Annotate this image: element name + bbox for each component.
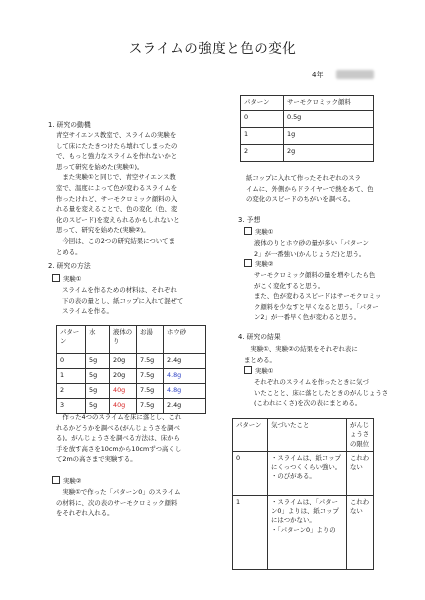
experiment-2-body bbox=[56, 487, 181, 519]
redacted-name bbox=[336, 70, 374, 79]
section-4-heading: 4. 研究の結果 bbox=[238, 333, 281, 341]
text-line: 実験①、実験②の結果をそれぞれ表に bbox=[244, 345, 358, 353]
prediction-1-body bbox=[254, 238, 369, 259]
table-cell: 20g bbox=[110, 369, 137, 384]
text-line: 下の表の量とし、紙コップに入れて混ぜて bbox=[62, 296, 184, 305]
table-header: がんじょうさの限位 bbox=[347, 419, 374, 452]
text-line: る)。がんじょうさを調べる方法は、床から bbox=[56, 434, 180, 443]
experiment-1-label: 実験① bbox=[52, 274, 82, 285]
table-header: パターン bbox=[57, 326, 86, 354]
table-cell: 1 bbox=[241, 128, 284, 145]
text-line: の材料に、次の表のサーモクロミック顔料 bbox=[56, 498, 178, 507]
table-header: サーモクロミック顔料 bbox=[284, 96, 374, 111]
table-cell: 40g bbox=[110, 399, 137, 414]
table-row bbox=[57, 354, 206, 369]
section-1-heading: 1. 研究の動機 bbox=[48, 121, 91, 129]
text-line: 作ったけれど、サーモクロミック顔料の入 bbox=[56, 194, 178, 203]
table-cell: 7.5g bbox=[137, 399, 164, 414]
section-1-body bbox=[56, 130, 180, 257]
table-cell: これわない bbox=[347, 451, 374, 495]
prediction-2-body bbox=[254, 270, 381, 323]
section-2-heading: 2. 研究の方法 bbox=[48, 262, 91, 270]
table-cell: これわない bbox=[347, 495, 374, 569]
result-1-label: 実験① bbox=[244, 366, 274, 377]
results-table bbox=[232, 418, 374, 570]
text-line: また実験①と同じで、青空サイエンス教 bbox=[56, 173, 176, 182]
table-cell: 2.4g bbox=[164, 354, 206, 369]
table-cell: 0 bbox=[241, 111, 284, 128]
table-cell: 2.4g bbox=[164, 399, 206, 414]
text-line: 化のスピード)を変えられるかもしれないと bbox=[56, 215, 180, 224]
text-line: 実験①で作った「パターン0」のスライム bbox=[56, 488, 181, 496]
document-title: スライムの強度と色の変化 bbox=[128, 41, 297, 57]
table-cell: 1 bbox=[57, 369, 86, 384]
text-line: 室で、温度によって色が変わるスライムを bbox=[56, 183, 178, 192]
text-line: して床にたたきつけたら壊れてしまったの bbox=[56, 141, 178, 150]
table-cell: 2 bbox=[241, 145, 284, 162]
section-3-heading: 3. 予想 bbox=[238, 216, 261, 224]
text-line: て2mの高さまで実験する。 bbox=[56, 455, 137, 464]
result-1-body bbox=[254, 377, 388, 409]
text-line: 思って研究を始めた(実験①)。 bbox=[56, 162, 144, 171]
table-row bbox=[57, 369, 206, 384]
table-header: パターン bbox=[233, 419, 268, 452]
table-cell: 20g bbox=[110, 354, 137, 369]
text-line: 思って、研究を始めた(実験②)。 bbox=[56, 226, 150, 235]
text-line: がこく変化すると思う。 bbox=[254, 281, 325, 290]
table-header: お湯 bbox=[137, 326, 164, 354]
table-cell: 0 bbox=[233, 451, 268, 495]
text-line: とめる。 bbox=[56, 247, 82, 256]
table-cell: 4.8g bbox=[164, 369, 206, 384]
text-line: スライムを作るための材料は、それぞれ bbox=[62, 286, 177, 294]
text-line: まとめる。 bbox=[244, 355, 276, 364]
table-cell: 40g bbox=[110, 384, 137, 399]
table-cell: 7.5g bbox=[137, 384, 164, 399]
text-line: また、色が変わるスピードはサーモクロミッ bbox=[254, 292, 382, 301]
text-line: で、もっと強力なスライムを作れないかと bbox=[56, 152, 178, 161]
table-header: ホウ砂 bbox=[164, 326, 206, 354]
table-cell: 7.5g bbox=[137, 369, 164, 384]
text-line: いたことと、床に落としたときのがんじょうさ bbox=[254, 388, 389, 397]
table-cell: ・スライムは、「パターン0」よりは、紙コップにはつかない。 ・「パターン0」よりの bbox=[268, 495, 347, 569]
text-line: サーモクロミック顔料の量を増やしたら色 bbox=[254, 271, 376, 279]
checkbox-icon bbox=[244, 227, 252, 235]
table-row bbox=[233, 451, 374, 495]
table-row bbox=[233, 495, 374, 569]
table-row bbox=[241, 145, 374, 162]
text-line: イムに、外側からドライヤーで熱をあて、色 bbox=[246, 184, 374, 193]
table-cell: 5g bbox=[86, 354, 110, 369]
text-line: れるかどうかを調べる(がんじょうさを調べ bbox=[56, 423, 180, 432]
text-line: 今回は、この2つの研究結果についてま bbox=[56, 236, 175, 245]
table-header: 水 bbox=[86, 326, 110, 354]
text-line: の変化のスピードのちがいを調べる。 bbox=[246, 195, 355, 204]
text-line: (こわれにくさ)を次の表にまとめる。 bbox=[254, 399, 362, 408]
table-cell: ・スライムは、紙コップにくっつくくらい強い。 ・のびがある。 bbox=[268, 451, 347, 495]
table-row bbox=[241, 128, 374, 145]
table-cell: 2 bbox=[57, 384, 86, 399]
materials-table bbox=[56, 325, 206, 414]
text-line: 作った4つのスライムを床に落とし、これ bbox=[56, 413, 182, 421]
text-line: 青空サイエンス教室で、スライムの実験を bbox=[56, 131, 177, 139]
heat-method-description bbox=[246, 173, 374, 205]
experiment-2-label: 実験② bbox=[52, 476, 82, 487]
table-header: パターン bbox=[241, 96, 284, 111]
text-line: をそれぞれ入れる。 bbox=[56, 509, 114, 518]
text-line: 液体のりとホウ砂の量が多い「パターン bbox=[254, 239, 369, 247]
text-line: ン2」が一番早く色が変わると思う。 bbox=[254, 313, 361, 322]
table-cell: 4.8g bbox=[164, 384, 206, 399]
table-cell: 5g bbox=[86, 384, 110, 399]
experiment-1-body bbox=[62, 285, 183, 317]
prediction-1-label: 実験① bbox=[244, 227, 274, 238]
table-header: 気づいたこと bbox=[268, 419, 347, 452]
table-cell: 7.5g bbox=[137, 354, 164, 369]
checkbox-icon bbox=[244, 366, 252, 374]
table-cell: 0 bbox=[57, 354, 86, 369]
text-line: 手を放す高さを10cmから10cmずつ高くし bbox=[56, 444, 182, 453]
grade-label: 4年 bbox=[312, 71, 324, 79]
table-row bbox=[57, 384, 206, 399]
table-cell: 0.5g bbox=[284, 111, 374, 128]
checkbox-icon bbox=[52, 476, 60, 484]
text-line: 2」が一番強い(かんじょうだ)と思う。 bbox=[254, 249, 366, 258]
checkbox-icon bbox=[244, 259, 252, 267]
table-cell: 5g bbox=[86, 399, 110, 414]
table-cell: 5g bbox=[86, 369, 110, 384]
prediction-2-label: 実験② bbox=[244, 259, 274, 270]
pigment-table bbox=[240, 95, 374, 162]
table-cell: 3 bbox=[57, 399, 86, 414]
text-line: ク顔料を少なすと早くなると思う。「パター bbox=[254, 302, 379, 311]
text-line: れる量を変えることで、色の変化（色、変 bbox=[56, 205, 178, 214]
text-line: スライムを作る。 bbox=[62, 307, 113, 316]
table-cell: 1 bbox=[233, 495, 268, 569]
table-cell: 1g bbox=[284, 128, 374, 145]
section-4-body bbox=[244, 344, 358, 365]
method-description bbox=[56, 412, 181, 465]
table-header: 液体のり bbox=[110, 326, 137, 354]
table-cell: 2g bbox=[284, 145, 374, 162]
text-line: 紙コップに入れて作ったそれぞれのスラ bbox=[246, 174, 361, 182]
text-line: それぞれのスライムを作ったときに気づ bbox=[254, 378, 369, 386]
checkbox-icon bbox=[52, 274, 60, 282]
table-row bbox=[241, 111, 374, 128]
